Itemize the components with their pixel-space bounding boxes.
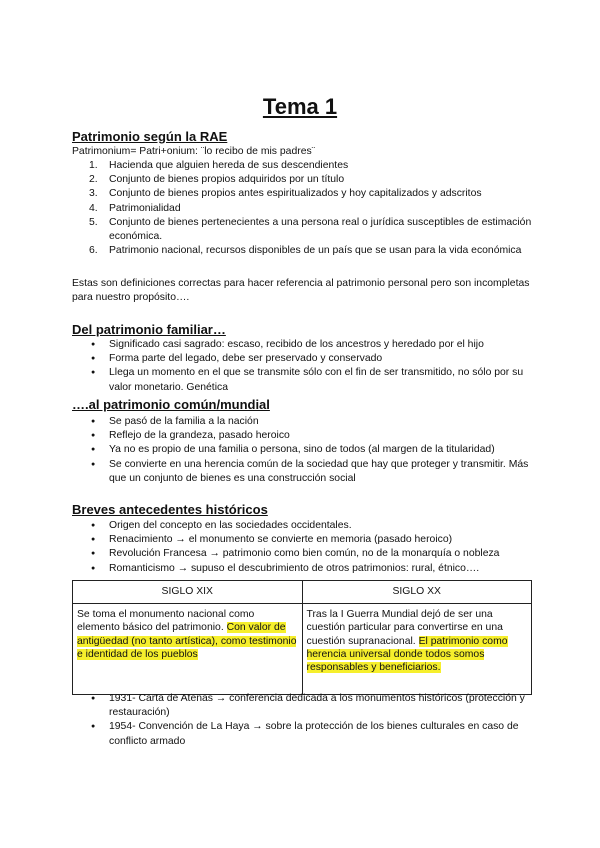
cell-siglo-xix: Se toma el monumento nacional como elemento básico del patrimonio. Con valor de antigüedad (no tanto artística), como testimonio e identidad de los pueblos (73, 604, 303, 695)
etymology-line: Patrimonium= Patri+onium: ¨lo recibo de mis padres¨ (72, 146, 316, 157)
header-siglo-xix: SIGLO XIX (73, 581, 303, 604)
list-item: ● Forma parte del legado, debe ser preservado y conservado (72, 352, 542, 366)
table-row (73, 604, 532, 695)
list-item: 4. Patrimonialidad (72, 202, 542, 216)
list-item: 2. Conjunto de bienes propios adquiridos por un título (72, 173, 542, 187)
rae-conclusion: Estas son definiciones correctas para hacer referencia al patrimonio personal pero son incompletas para nuestro propósito…. (72, 278, 530, 304)
list-item: ● Romanticismo → supuso el descubrimiento de otros patrimonios: rural, étnico…. (72, 562, 542, 576)
list-number: 1. (89, 160, 98, 171)
siglos-table (72, 580, 532, 695)
list-item: ● 1954- Convención de La Haya → sobre la protección de los bienes culturales en caso de conflicto armado (72, 720, 542, 748)
list-item: ● Reflejo de la grandeza, pasado heroico (72, 429, 542, 443)
antecedentes-list (72, 519, 542, 576)
list-item: ● Se convierte en una herencia común de la sociedad que hay que proteger y transmitir. Más que un conjunto de bienes es una construcción social (72, 458, 542, 486)
list-item: 5. Conjunto de bienes pertenecientes a una persona real o jurídica susceptibles de estimación económica. (89, 216, 532, 243)
heading-patrimonio-familiar: Del patrimonio familiar… (72, 322, 226, 337)
list-number: 5. (89, 216, 98, 228)
heading-patrimonio-rae: Patrimonio según la RAE (72, 129, 228, 144)
list-item: 6. Patrimonio nacional, recursos disponibles de un país que se usan para la vida económica (72, 244, 542, 258)
highlighted-text: El patrimonio como herencia universal donde todos somos responsables y beneficiarios. (306, 635, 508, 674)
list-number: 4. (89, 202, 98, 214)
heading-patrimonio-comun: ….al patrimonio común/mundial (72, 397, 270, 412)
heading-antecedentes: Breves antecedentes históricos (72, 502, 268, 517)
familiar-list (72, 338, 542, 395)
list-item: ● Ya no es propio de una familia o persona, sino de todos (al margen de la titularidad) (72, 443, 542, 457)
list-item: ● Origen del concepto en las sociedades occidentales. (72, 519, 542, 533)
comun-list (72, 415, 542, 486)
page-title: Tema 1 (262, 94, 338, 119)
list-item: ● Se pasó de la familia a la nación (72, 415, 542, 429)
list-item: ● Revolución Francesa → patrimonio como bien común, no de la monarquía o nobleza (72, 547, 542, 561)
list-item: ● Significado casi sagrado: escaso, recibido de los ancestros y heredado por el hijo (72, 338, 542, 352)
table-header-row (73, 581, 532, 604)
list-item: 3. Conjunto de bienes propios antes espiritualizados y hoy capitalizados y adscritos (72, 187, 542, 201)
convenciones-list (72, 692, 542, 749)
header-siglo-xx: SIGLO XX (302, 581, 532, 604)
list-item: ● Renacimiento → el monumento se convierte en memoria (pasado heroico) (72, 533, 542, 547)
list-item: 1. Hacienda que alguien hereda de sus descendientes (72, 159, 542, 173)
cell-siglo-xx: Tras la I Guerra Mundial dejó de ser una cuestión particular para convertirse en una cuestión supranacional. El patrimonio como herencia universal donde todos somos responsables y beneficiarios. (302, 604, 532, 695)
rae-definitions-list (72, 159, 542, 258)
list-number: 2. (89, 174, 98, 186)
list-item: ● 1931- Carta de Atenas → conferencia dedicada a los monumentos históricos (protección y restauración) (72, 692, 542, 720)
list-item: ● Llega un momento en el que se transmite sólo con el fin de ser transmitido, no sólo por su valor monetario. Genética (72, 366, 542, 394)
list-number: 3. (89, 188, 98, 200)
list-number: 6. (89, 245, 98, 257)
highlighted-text: Con valor de antigüedad (no tanto artística), como testimonio e identidad de los pueblos (77, 622, 297, 660)
